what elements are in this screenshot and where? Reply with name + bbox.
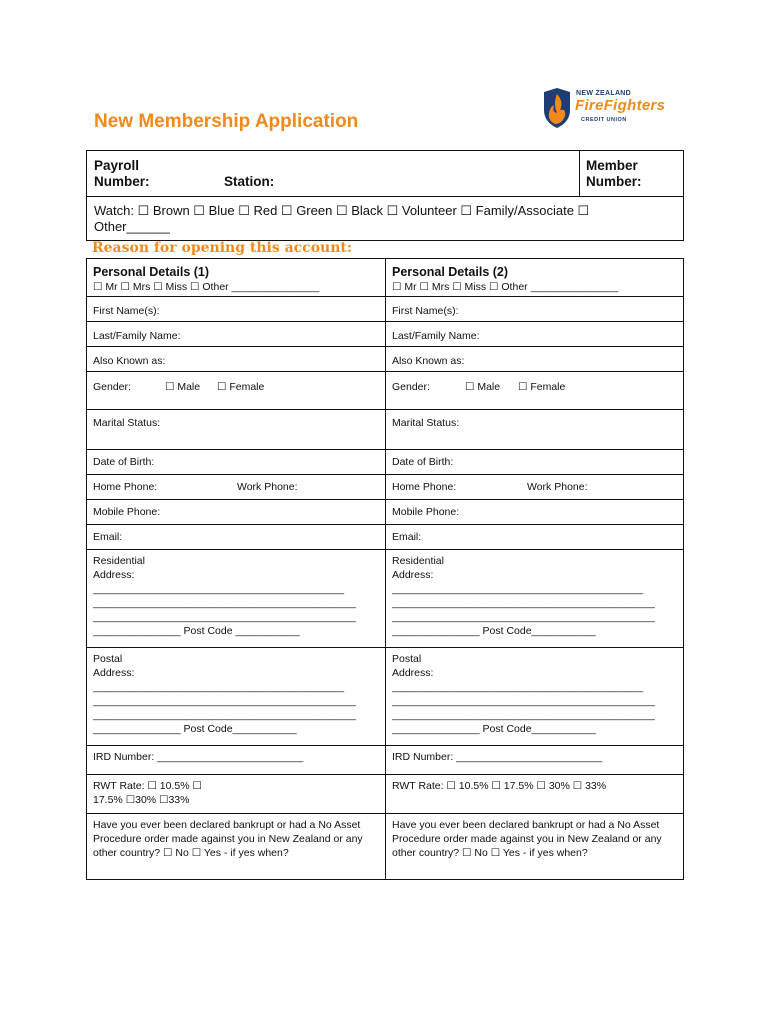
rwt-rate-options-2[interactable]: RWT Rate: ☐ 10.5% ☐ 17.5% ☐ 30% ☐ 33%: [392, 780, 607, 792]
page-title: New Membership Application: [94, 111, 359, 132]
first-name-label-1: First Name(s):: [93, 305, 160, 317]
gender-label-2: Gender:: [392, 381, 430, 393]
personal-details-1-heading: Personal Details (1): [93, 265, 210, 279]
aka-label-2: Also Known as:: [392, 355, 465, 367]
title-options-1[interactable]: ☐ Mr ☐ Mrs ☐ Miss ☐ Other _______________: [93, 281, 320, 293]
header-box: [86, 150, 684, 241]
member-number-label: Member Number:: [586, 158, 642, 189]
last-name-label-1: Last/Family Name:: [93, 330, 181, 342]
mobile-phone-label-1: Mobile Phone:: [93, 506, 161, 518]
ird-number-label-2: IRD Number: _________________________: [392, 751, 603, 763]
title-options-2[interactable]: ☐ Mr ☐ Mrs ☐ Miss ☐ Other _______________: [392, 281, 619, 293]
row-divider: [87, 499, 683, 500]
last-name-label-2: Last/Family Name:: [392, 330, 480, 342]
rwt-rate-options-1[interactable]: RWT Rate: ☐ 10.5% ☐ 17.5% ☐30% ☐33%: [93, 780, 202, 806]
row-divider: [87, 449, 683, 450]
gender-label-1: Gender:: [93, 381, 131, 393]
header-divider: [579, 151, 580, 197]
work-phone-label-1: Work Phone:: [237, 481, 298, 493]
marital-status-label-2: Marital Status:: [392, 417, 460, 429]
ird-number-label-1: IRD Number: _________________________: [93, 751, 304, 763]
row-divider: [87, 549, 683, 550]
row-divider: [87, 346, 683, 347]
male-checkbox-2[interactable]: ☐ Male: [465, 381, 501, 393]
bankrupt-question-2[interactable]: Have you ever been declared bankrupt or had a No Asset Procedure order made against you in New Zealand or any other country? ☐ No ☐ Yes - if yes when?: [392, 819, 662, 859]
row-divider: [87, 524, 683, 525]
row-divider: [87, 813, 683, 814]
female-checkbox-2[interactable]: ☐ Female: [518, 381, 566, 393]
bankrupt-question-1[interactable]: Have you ever been declared bankrupt or had a No Asset Procedure order made against you in New Zealand or any other country? ☐ No ☐ Yes - if yes when?: [93, 819, 363, 859]
home-phone-label-2: Home Phone:: [392, 481, 457, 493]
reason-label: Reason for opening this account:: [92, 240, 353, 256]
dob-label-1: Date of Birth:: [93, 456, 155, 468]
personal-details-2-heading: Personal Details (2): [392, 265, 509, 279]
payroll-number-label: Payroll Number:: [94, 158, 150, 189]
row-divider: [87, 296, 683, 297]
row-divider: [87, 647, 683, 648]
mobile-phone-label-2: Mobile Phone:: [392, 506, 460, 518]
credit-union-logo: [540, 84, 690, 132]
postal-address-1: Postal Address: ___________________________________________ _____________________________________________ _____________________________________________ _______________ Post Code___________: [93, 653, 356, 735]
logo-country: NEW ZEALAND: [576, 90, 632, 97]
home-phone-label-1: Home Phone:: [93, 481, 158, 493]
male-checkbox-1[interactable]: ☐ Male: [165, 381, 201, 393]
column-divider: [385, 259, 386, 879]
flame-shield-icon: [540, 86, 574, 130]
row-divider: [87, 774, 683, 775]
first-name-label-2: First Name(s):: [392, 305, 459, 317]
email-label-2: Email:: [392, 531, 422, 543]
dob-label-2: Date of Birth:: [392, 456, 454, 468]
aka-label-1: Also Known as:: [93, 355, 166, 367]
email-label-1: Email:: [93, 531, 123, 543]
residential-address-1: Residential Address: ___________________________________________ _____________________________________________ _____________________________________________ _______________ Post Code ___________: [93, 555, 356, 637]
personal-details-table: [86, 258, 684, 880]
row-divider: [87, 371, 683, 372]
postal-address-2: Postal Address: ___________________________________________ _____________________________________________ _____________________________________________ _______________ Post Code___________: [392, 653, 655, 735]
female-checkbox-1[interactable]: ☐ Female: [217, 381, 265, 393]
row-divider: [87, 321, 683, 322]
station-label: Station:: [224, 174, 275, 189]
row-divider: [87, 409, 683, 410]
work-phone-label-2: Work Phone:: [527, 481, 588, 493]
logo-subtitle: CREDIT UNION: [581, 117, 627, 123]
marital-status-label-1: Marital Status:: [93, 417, 161, 429]
row-divider: [87, 745, 683, 746]
watch-options[interactable]: Watch: ☐ Brown ☐ Blue ☐ Red ☐ Green ☐ Black ☐ Volunteer ☐ Family/Associate ☐ Other______: [94, 203, 590, 234]
residential-address-2: Residential Address: ___________________________________________ _____________________________________________ _____________________________________________ _______________ Post Code___________: [392, 555, 655, 637]
logo-name: FireFighters: [575, 97, 666, 114]
row-divider: [87, 474, 683, 475]
